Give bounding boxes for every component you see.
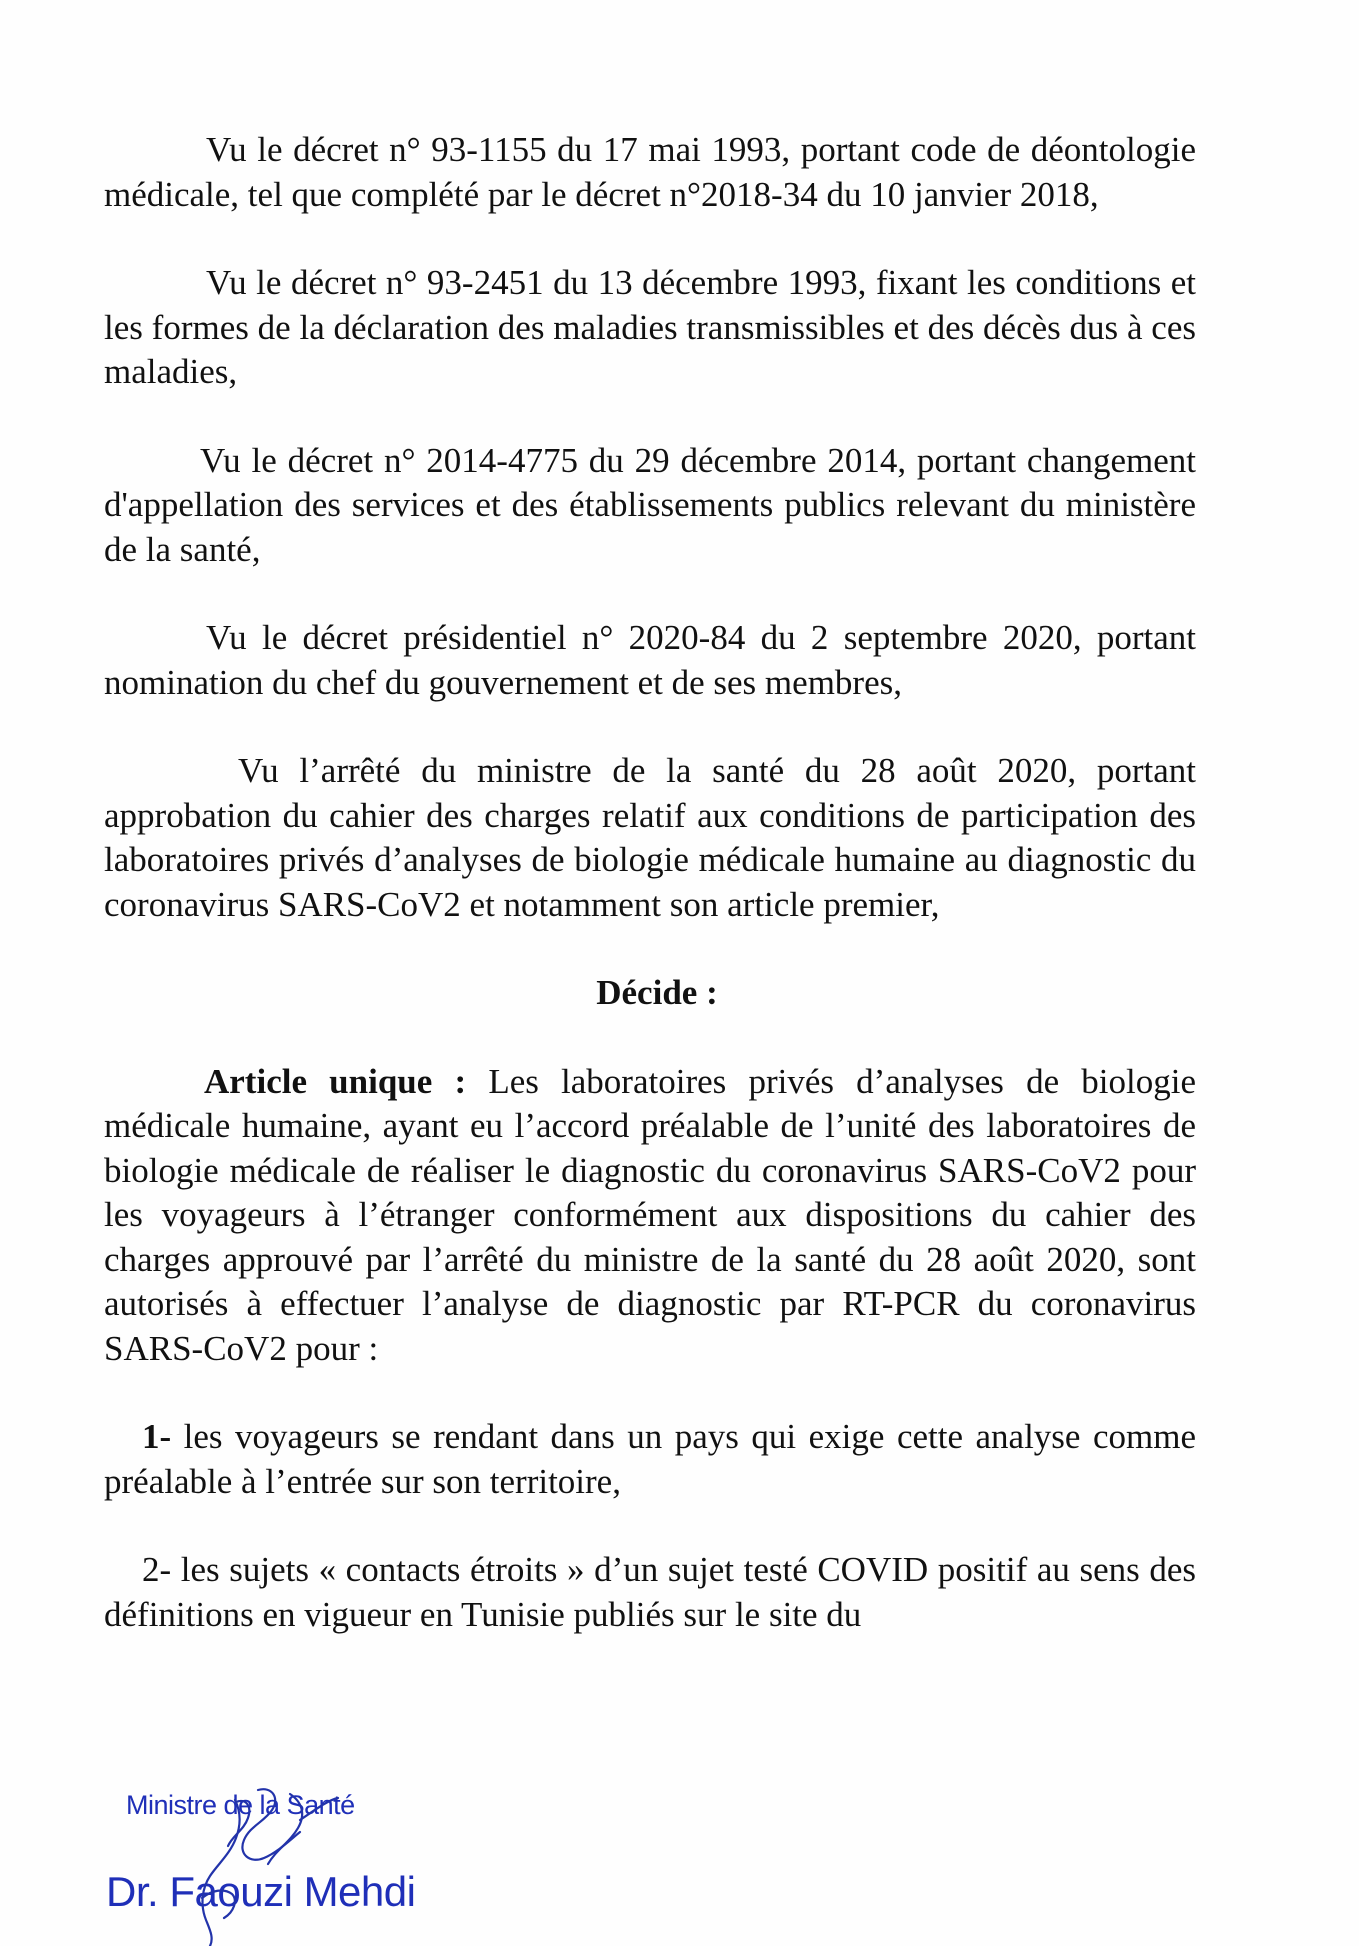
stamp-title: Ministre de la Santé <box>126 1790 355 1820</box>
paragraph-decree-2020-84: Vu le décret présidentiel n° 2020-84 du 2 septembre 2020, portant nomination du chef du gouvernement et de ses membres, <box>104 618 1196 702</box>
stamp-name: Dr. Faouzi Mehdi <box>106 1868 416 1915</box>
list-item-number: 1- <box>142 1417 172 1456</box>
article-lead: Article unique : <box>204 1061 467 1101</box>
list-item-text: les sujets « contacts étroits » d’un sujet testé COVID positif au sens des définitions en vigueur en Tunisie publiés sur le site du <box>104 1550 1196 1634</box>
handwritten-signature <box>140 1780 400 1946</box>
article-unique <box>104 1060 1196 1372</box>
paragraph-decree-2014-4775: Vu le décret n° 2014-4775 du 29 décembre 2014, portant changement d'appellation des services et des établissements publics relevant du ministère de la santé, <box>104 440 1196 569</box>
list-item <box>104 1415 1196 1504</box>
paragraph-arrete-28-aout-2020: Vu l’arrêté du ministre de la santé du 28 août 2020, portant approbation du cahier des charges relatif aux conditions de participation des laboratoires privés d’analyses de biologie médicale humaine au diagnostic du coronavirus SARS-CoV2 et notamment son article premier, <box>104 751 1196 924</box>
paragraph-decree-93-2451: Vu le décret n° 93-2451 du 13 décembre 1993, fixant les conditions et les formes de la déclaration des maladies transmissibles et des décès dus à ces maladies, <box>104 263 1196 391</box>
list-item-number: 2- <box>142 1550 172 1589</box>
list-item <box>104 1548 1196 1637</box>
paragraph-decree-93-1155: Vu le décret n° 93-1155 du 17 mai 1993, portant code de déontologie médicale, tel que complété par le décret n°2018-34 du 10 janvier 2018, <box>104 130 1196 214</box>
article-text: Les laboratoires privés d’analyses de biologie médicale humaine, ayant eu l’accord préalable de l’unité des laboratoires de biologie médicale de réaliser le diagnostic du coronavirus SARS-CoV2 pour les voyageurs à l’étranger conformément aux dispositions du cahier des charges approuvé par l’arrêté du ministre de la santé du 28 août 2020, sont autorisés à effectuer l’analyse de diagnostic par RT-PCR du coronavirus SARS-CoV2 pour : <box>104 1061 1196 1368</box>
document-body <box>104 128 1196 1637</box>
decision-heading: Décide : <box>596 973 718 1012</box>
list-item-text: les voyageurs se rendant dans un pays qui exige cette analyse comme préalable à l’entrée sur son territoire, <box>104 1417 1196 1501</box>
